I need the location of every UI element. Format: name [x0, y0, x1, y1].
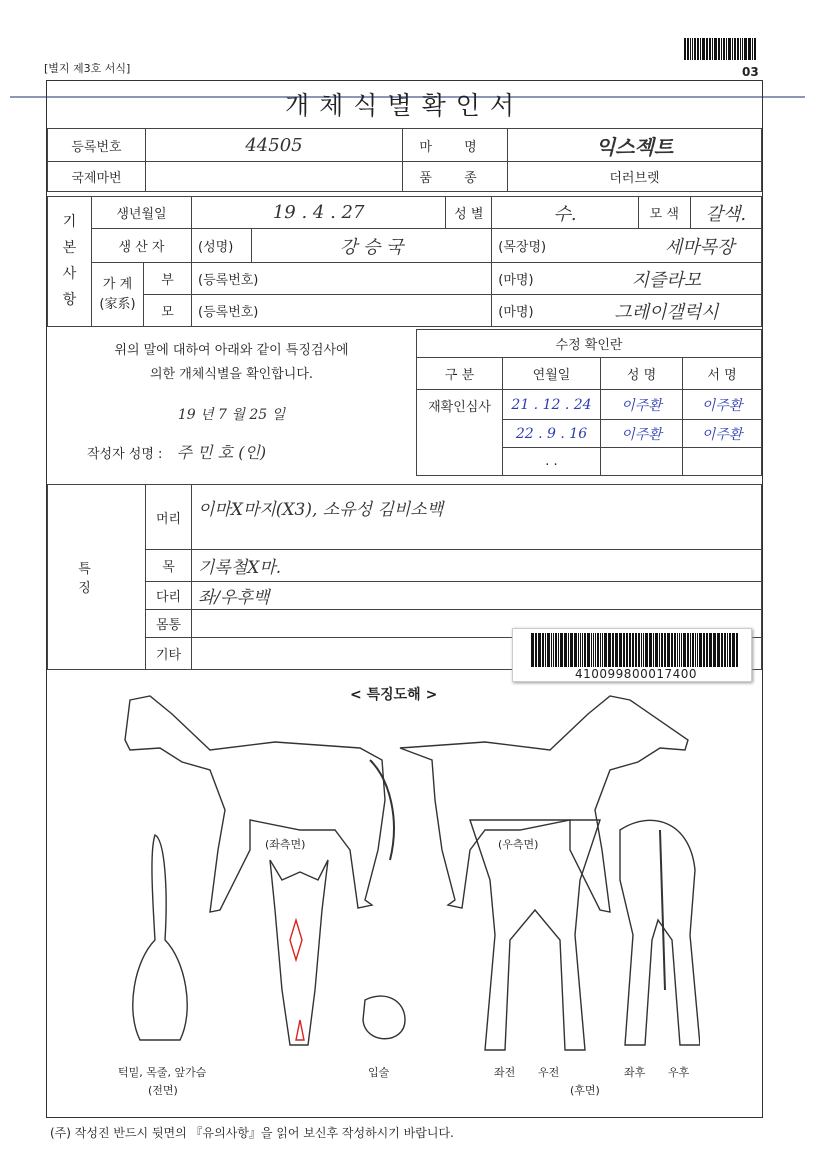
barcode-bar [714, 38, 717, 60]
barcode-bar [587, 633, 590, 667]
barcode-bar [697, 633, 698, 667]
barcode-bar [717, 633, 720, 667]
revision-date-1: 21 . 12 . 24 [503, 390, 601, 420]
revision-col-sign: 서 명 [683, 358, 762, 390]
barcode-bar [602, 633, 603, 667]
coat-value: 갈색. [690, 197, 761, 229]
barcode-bar [635, 633, 637, 667]
barcode-bar [619, 633, 622, 667]
barcode-bar [694, 38, 696, 60]
barcode-bar [608, 633, 611, 667]
barcode-bar [568, 633, 569, 667]
caption-rear-view: (후면) [570, 1084, 600, 1097]
sticker-code: 410099800017400 [575, 667, 698, 681]
barcode-bar [677, 633, 678, 667]
registration-table [47, 128, 762, 192]
barcode-bar [712, 38, 713, 60]
sticker-barcode [531, 633, 745, 667]
barcode-bar [538, 633, 541, 667]
revision-table [416, 329, 762, 476]
confirmation-line1: 위의 말에 대하여 아래와 같이 특징검사에 [114, 343, 349, 358]
caption-front-left-leg: 좌전 [494, 1066, 516, 1079]
barcode-bar [703, 633, 705, 667]
birth-value: 19 . 4 . 27 [192, 197, 446, 229]
confirmation-line2: 의한 개체식별을 확인합니다. [149, 367, 314, 382]
barcode-bar [674, 633, 676, 667]
family-label-cell [92, 263, 144, 327]
barcode-bar [709, 633, 712, 667]
barcode-bar [555, 633, 557, 667]
form-title: 개체식별확인서 [284, 91, 525, 120]
barcode-bar [632, 633, 634, 667]
revision-date-3: . . [503, 448, 601, 476]
barcode-bar [593, 633, 594, 667]
front-head-drawing [270, 860, 328, 1045]
revision-row-label: 재확인심사 [417, 390, 503, 476]
author-value: 주 민 호 (인) [176, 443, 267, 462]
barcode-bar [723, 38, 725, 60]
revision-sign-2: 이주환 [683, 420, 762, 448]
barcode-bar [683, 633, 686, 667]
revision-header: 수정 확인란 [417, 330, 762, 358]
barcode-bar [664, 633, 666, 667]
barcode-bar [732, 633, 735, 667]
intl-no-label: 국제마번 [48, 162, 146, 192]
barcode-bar [752, 38, 753, 60]
sire-reg-label: (등록번호) [192, 263, 492, 295]
caption-front-right-leg: 우전 [538, 1066, 560, 1079]
barcode-bar [699, 633, 702, 667]
barcode-bar [697, 38, 699, 60]
revision-col-name: 성 명 [601, 358, 683, 390]
barcode-bar [679, 633, 680, 667]
barcode-bar [591, 633, 592, 667]
feature-neck-value: 기록철X마. [192, 550, 762, 582]
feature-leg-label: 다리 [146, 582, 192, 610]
intl-no-value [146, 162, 403, 192]
caption-left-side: (좌측면) [265, 838, 306, 851]
front-chest-drawing [133, 835, 187, 1040]
producer-label: 생 산 자 [92, 229, 192, 263]
birth-label: 생년월일 [92, 197, 192, 229]
feature-head-value: 이마X마지(X3), 소유성 김비소백 [192, 485, 762, 550]
barcode-bar [649, 633, 652, 667]
barcode-bar [718, 38, 720, 60]
farm-value: 세마목장 [638, 229, 761, 263]
barcode-bar [558, 633, 559, 667]
sire-name-value: 지즐라모 [572, 263, 762, 295]
dam-label: 모 [144, 295, 192, 327]
barcode-bar [659, 633, 660, 667]
horse-name-value: 익스젝트 [508, 129, 762, 162]
family-label: 가 계 [102, 276, 133, 292]
barcode-bar [702, 38, 705, 60]
barcode-bar [535, 633, 537, 667]
sire-name-label: (마명) [492, 263, 572, 295]
horse-diagrams [60, 690, 700, 1070]
barcode-bar [754, 38, 756, 60]
barcode-bar [681, 633, 682, 667]
barcode-bar [671, 633, 673, 667]
barcode-bar [690, 38, 691, 60]
family-hanja: (家系) [99, 296, 136, 312]
barcode-bar [595, 633, 596, 667]
feature-head-label: 머리 [146, 485, 192, 550]
top-barcode [684, 38, 760, 60]
barcode-bar [641, 633, 642, 667]
reg-no-label: 등록번호 [48, 129, 146, 162]
barcode-bar [564, 633, 567, 667]
barcode-bar [545, 633, 546, 667]
dam-name-value: 그레이갤럭시 [572, 295, 762, 327]
barcode-bar [695, 633, 696, 667]
basic-section-label [48, 197, 92, 327]
lips-drawing [363, 996, 405, 1039]
caption-hind-right-leg: 우후 [668, 1066, 690, 1079]
sex-label: 성 별 [446, 197, 492, 229]
barcode-bar [553, 633, 554, 667]
barcode-bar [643, 633, 644, 667]
barcode-bar [542, 633, 544, 667]
caption-front-chest: 턱밑, 목줄, 앞가슴 [118, 1066, 207, 1079]
caption-lips: 입술 [368, 1066, 390, 1079]
author-label: 작성자 성명 : [87, 447, 163, 462]
barcode-bar [736, 633, 738, 667]
barcode-bar [724, 633, 726, 667]
revision-name-2: 이주환 [601, 420, 683, 448]
diagram-title: < 특징도해 > [350, 687, 438, 703]
barcode-bar [629, 633, 631, 667]
barcode-bar [732, 38, 733, 60]
barcode-bar [597, 633, 599, 667]
barcode-bar [729, 633, 731, 667]
barcode-bar [700, 38, 701, 60]
barcode-bar [728, 38, 731, 60]
sire-label: 부 [144, 263, 192, 295]
feature-other-label: 기타 [146, 638, 192, 670]
barcode-bar [721, 633, 723, 667]
coat-label: 모 색 [638, 197, 690, 229]
revision-name-1: 이주환 [601, 390, 683, 420]
barcode-bar [727, 633, 728, 667]
form-label: [별지 제3호 서식] [44, 62, 131, 75]
feature-leg-value: 좌/우후백 [192, 582, 762, 610]
barcode-bar [653, 633, 654, 667]
barcode-bar [709, 38, 711, 60]
barcode-bar [574, 633, 577, 667]
barcode-bar [612, 633, 614, 667]
barcode-sticker [512, 628, 752, 682]
barcode-bar [560, 633, 563, 667]
barcode-bar [531, 633, 534, 667]
revision-col-type: 구 분 [417, 358, 503, 390]
barcode-bar [604, 633, 607, 667]
barcode-bar [740, 38, 741, 60]
feature-body-label: 몸통 [146, 610, 192, 638]
producer-name-value: 강 승 국 [252, 229, 492, 263]
barcode-bar [742, 38, 743, 60]
barcode-bar [726, 38, 727, 60]
barcode-bar [706, 38, 708, 60]
barcode-bar [687, 38, 689, 60]
barcode-bar [687, 633, 689, 667]
barcode-bar [547, 633, 550, 667]
reg-no-value: 44505 [146, 129, 403, 162]
footer-note: (주) 작성진 반드시 뒷면의 『유의사항』을 읽어 보신후 작성하시기 바랍니다. [50, 1126, 454, 1140]
caption-front-view: (전면) [148, 1084, 178, 1097]
barcode-bar [584, 633, 586, 667]
breed-value: 더러브렛 [508, 162, 762, 192]
barcode-bar [645, 633, 648, 667]
barcode-bar [615, 633, 618, 667]
barcode-bar [580, 633, 581, 667]
barcode-bar [623, 633, 625, 667]
barcode-bar [570, 633, 573, 667]
confirmation-block [47, 337, 416, 483]
barcode-bar [748, 38, 751, 60]
barcode-bar [692, 38, 693, 60]
rear-view-drawing [620, 820, 700, 1045]
barcode-bar [744, 38, 747, 60]
revision-col-date: 연월일 [503, 358, 601, 390]
barcode-bar [734, 38, 736, 60]
front-legs-drawing [470, 820, 600, 1050]
basic-info-table [47, 196, 762, 327]
revision-name-3 [601, 448, 683, 476]
producer-name-label: (성명) [192, 229, 252, 263]
barcode-bar [655, 633, 658, 667]
revision-sign-3 [683, 448, 762, 476]
barcode-bar [661, 633, 663, 667]
barcode-bar [684, 38, 686, 60]
barcode-bar [721, 38, 722, 60]
barcode-bar [578, 633, 579, 667]
basic-section-text: 기본사항 [62, 214, 77, 308]
dam-reg-label: (등록번호) [192, 295, 492, 327]
caption-right-side: (우측면) [498, 838, 539, 851]
barcode-bar [713, 633, 716, 667]
features-section-label: 특 징 [48, 485, 146, 670]
barcode-bar [600, 633, 601, 667]
feature-neck-label: 목 [146, 550, 192, 582]
right-side-horse-drawing [400, 696, 688, 912]
revision-sign-1: 이주환 [683, 390, 762, 420]
confirmation-date: 19 년 7 월 25 일 [177, 407, 286, 423]
barcode-bar [582, 633, 583, 667]
breed-label: 품 종 [403, 162, 508, 192]
barcode-bar [626, 633, 628, 667]
barcode-bar [706, 633, 708, 667]
barcode-bar [638, 633, 640, 667]
barcode-bar [551, 633, 552, 667]
farm-label: (목장명) [492, 229, 639, 263]
barcode-bar [667, 633, 670, 667]
barcode-bar [737, 38, 739, 60]
page-number: 03 [742, 65, 759, 79]
caption-hind-left-leg: 좌후 [624, 1066, 646, 1079]
sex-value: 수. [492, 197, 639, 229]
horse-name-label: 마 명 [403, 129, 508, 162]
dam-name-label: (마명) [492, 295, 572, 327]
revision-date-2: 22 . 9 . 16 [503, 420, 601, 448]
barcode-bar [692, 633, 694, 667]
barcode-bar [690, 633, 691, 667]
